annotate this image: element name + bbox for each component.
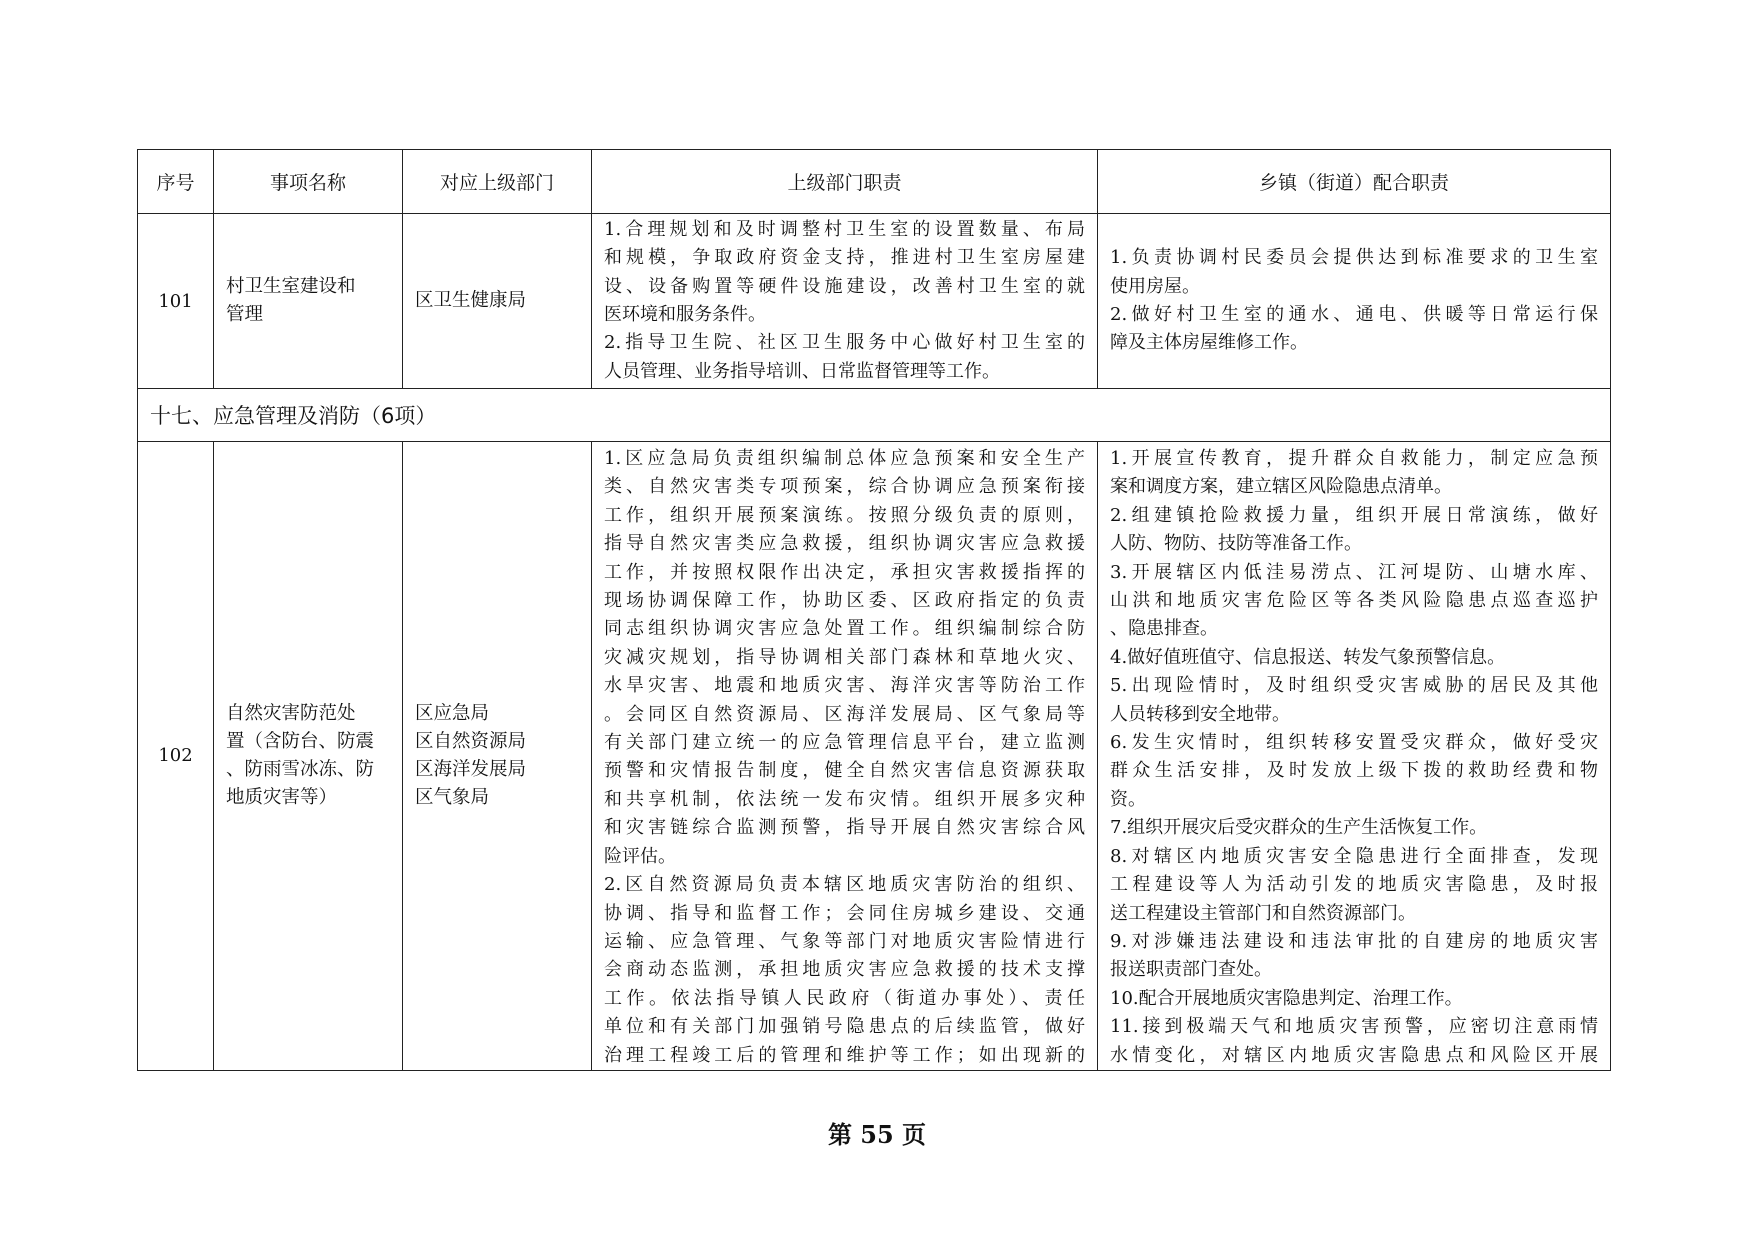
table-header-row <box>138 150 1611 214</box>
duty-line: 工程建设等人为活动引发的地质灾害隐患，及时报 <box>1110 874 1598 896</box>
responsibility-table <box>137 149 1611 1071</box>
duty-line: 人员管理、业务指导培训、日常监督管理等工作。 <box>604 360 1000 382</box>
section-title: 十七、应急管理及消防（6项） <box>138 389 1611 442</box>
duty-line: 2.指导卫生院、社区卫生服务中心做好村卫生室的 <box>604 332 1085 354</box>
duty-line: 会商动态监测，承担地质灾害应急救援的技术支撑 <box>604 959 1085 981</box>
duty-line: 群众生活安排，及时发放上级下拨的救助经费和物 <box>1110 760 1598 782</box>
dept-line: 区气象局 <box>415 786 490 808</box>
item-name-line: 村卫生室建设和 <box>226 276 356 297</box>
item-name-line: 自然灾害防范处 <box>226 702 356 724</box>
item-name-line: 地质灾害等） <box>226 786 338 808</box>
duty-line: 2.做好村卫生室的通水、通电、供暖等日常运行保 <box>1110 304 1598 325</box>
row-upper-duties <box>592 214 1098 389</box>
duty-line: 障及主体房屋维修工作。 <box>1110 332 1308 354</box>
row-upper-dept <box>403 214 592 389</box>
duty-line: 1.负责协调村民委员会提供达到标准要求的卫生室 <box>1110 247 1598 269</box>
duty-line: 使用房屋。 <box>1110 275 1200 297</box>
duty-line: 5.出现险情时，及时组织受灾害威胁的居民及其他 <box>1110 675 1598 697</box>
row-town-duties <box>1098 442 1611 1071</box>
duty-line: 工作，组织开展预案演练。按照分级负责的原则， <box>604 504 1085 526</box>
section-row <box>138 389 1611 442</box>
duty-line: 人防、物防、技防等准备工作。 <box>1110 533 1362 555</box>
duty-line: 报送职责部门查处。 <box>1110 959 1272 981</box>
duty-line: 6.发生灾情时，组织转移安置受灾群众，做好受灾 <box>1110 732 1598 754</box>
dept-line: 区海洋发展局 <box>415 758 527 780</box>
table-row <box>138 214 1611 389</box>
duty-line: 送工程建设主管部门和自然资源部门。 <box>1110 902 1416 924</box>
duty-line: 11.接到极端天气和地质灾害预警，应密切注意雨情 <box>1110 1016 1598 1038</box>
dept-line: 区卫生健康局 <box>415 290 527 311</box>
header-upper-dept: 对应上级部门 <box>403 150 592 214</box>
duty-line: 7.组织开展灾后受灾群众的生产生活恢复工作。 <box>1110 817 1488 839</box>
duty-line: 有关部门建立统一的应急管理信息平台，建立监测 <box>604 732 1085 754</box>
duty-line: 。会同区自然资源局、区海洋发展局、区气象局等 <box>604 703 1085 725</box>
duty-line: 案和调度方案，建立辖区风险隐患点清单。 <box>1110 476 1452 498</box>
duty-line: 1.区应急局负责组织编制总体应急预案和安全生产 <box>604 448 1085 469</box>
duty-line: 资。 <box>1110 788 1146 810</box>
duty-line: 1.合理规划和及时调整村卫生室的设置数量、布局 <box>604 218 1085 240</box>
header-seq: 序号 <box>138 150 214 214</box>
duty-line: 灾减灾规划，指导协调相关部门森林和草地火灾、 <box>604 646 1085 668</box>
duty-line: 1.开展宣传教育，提升群众自救能力，制定应急预 <box>1110 448 1598 469</box>
duty-line: 工作，并按照权限作出决定，承担灾害救援指挥的 <box>604 561 1085 583</box>
duty-line: 10.配合开展地质灾害隐患判定、治理工作。 <box>1110 987 1463 1009</box>
item-name-line: 、防雨雪冰冻、防 <box>226 758 375 780</box>
row-seq: 102 <box>138 442 214 1071</box>
header-upper-duties: 上级部门职责 <box>592 150 1098 214</box>
duty-line: 8.对辖区内地质灾害安全隐患进行全面排查，发现 <box>1110 845 1598 867</box>
row-item-name <box>214 442 403 1071</box>
duty-line: 治理工程竣工后的管理和维护等工作；如出现新的 <box>604 1044 1085 1066</box>
dept-line: 区自然资源局 <box>415 730 527 752</box>
dept-line: 区应急局 <box>415 702 490 724</box>
duty-line: 工作。依法指导镇人民政府（街道办事处）、责任 <box>604 987 1085 1009</box>
duty-line: 协调、指导和监督工作；会同住房城乡建设、交通 <box>604 902 1085 924</box>
row-upper-dept <box>403 442 592 1071</box>
duty-line: 单位和有关部门加强销号隐患点的后续监管，做好 <box>604 1016 1085 1038</box>
duty-line: 、隐患排查。 <box>1110 618 1218 640</box>
table-row <box>138 442 1611 1071</box>
duty-line: 设、设备购置等硬件设施建设，改善村卫生室的就 <box>604 275 1085 297</box>
duty-line: 运输、应急管理、气象等部门对地质灾害险情进行 <box>604 930 1085 952</box>
header-item-name: 事项名称 <box>214 150 403 214</box>
duty-line: 和规模，争取政府资金支持，推进村卫生室房屋建 <box>604 247 1085 269</box>
duty-line: 指导自然灾害类应急救援，组织协调灾害应急救援 <box>604 533 1085 555</box>
duty-line: 和灾害链综合监测预警，指导开展自然灾害综合风 <box>604 817 1085 839</box>
page-number: 第 55 页 <box>827 1120 927 1149</box>
duty-line: 医环境和服务条件。 <box>604 304 766 325</box>
duty-line: 2.组建镇抢险救援力量，组织开展日常演练，做好 <box>1110 504 1598 526</box>
duty-line: 2.区自然资源局负责本辖区地质灾害防治的组织、 <box>604 874 1085 896</box>
duty-line: 现场协调保障工作，协助区委、区政府指定的负责 <box>604 590 1085 612</box>
duty-line: 山洪和地质灾害危险区等各类风险隐患点巡查巡护 <box>1110 590 1598 612</box>
header-town-duties: 乡镇（街道）配合职责 <box>1098 150 1611 214</box>
row-town-duties <box>1098 214 1611 389</box>
row-seq: 101 <box>138 214 214 389</box>
duty-line: 险评估。 <box>604 845 676 867</box>
duty-line: 同志组织协调灾害应急处置工作。组织编制综合防 <box>604 618 1085 640</box>
duty-line: 水旱灾害、地震和地质灾害、海洋灾害等防治工作 <box>604 675 1085 697</box>
row-item-name <box>214 214 403 389</box>
item-name-line: 置（含防台、防震 <box>226 730 375 752</box>
duty-line: 水情变化，对辖区内地质灾害隐患点和风险区开展 <box>1110 1044 1598 1066</box>
duty-line: 4.做好值班值守、信息报送、转发气象预警信息。 <box>1110 646 1506 668</box>
duty-line: 3.开展辖区内低洼易涝点、江河堤防、山塘水库、 <box>1110 561 1598 583</box>
duty-line: 9.对涉嫌违法建设和违法审批的自建房的地质灾害 <box>1110 930 1598 952</box>
duty-line: 人员转移到安全地带。 <box>1110 703 1290 725</box>
item-name-line: 管理 <box>226 304 264 325</box>
duty-line: 类、自然灾害类专项预案，综合协调应急预案衔接 <box>604 476 1085 498</box>
duty-line: 预警和灾情报告制度，健全自然灾害信息资源获取 <box>604 760 1085 782</box>
duty-line: 和共享机制，依法统一发布灾情。组织开展多灾种 <box>604 788 1085 810</box>
row-upper-duties <box>592 442 1098 1071</box>
